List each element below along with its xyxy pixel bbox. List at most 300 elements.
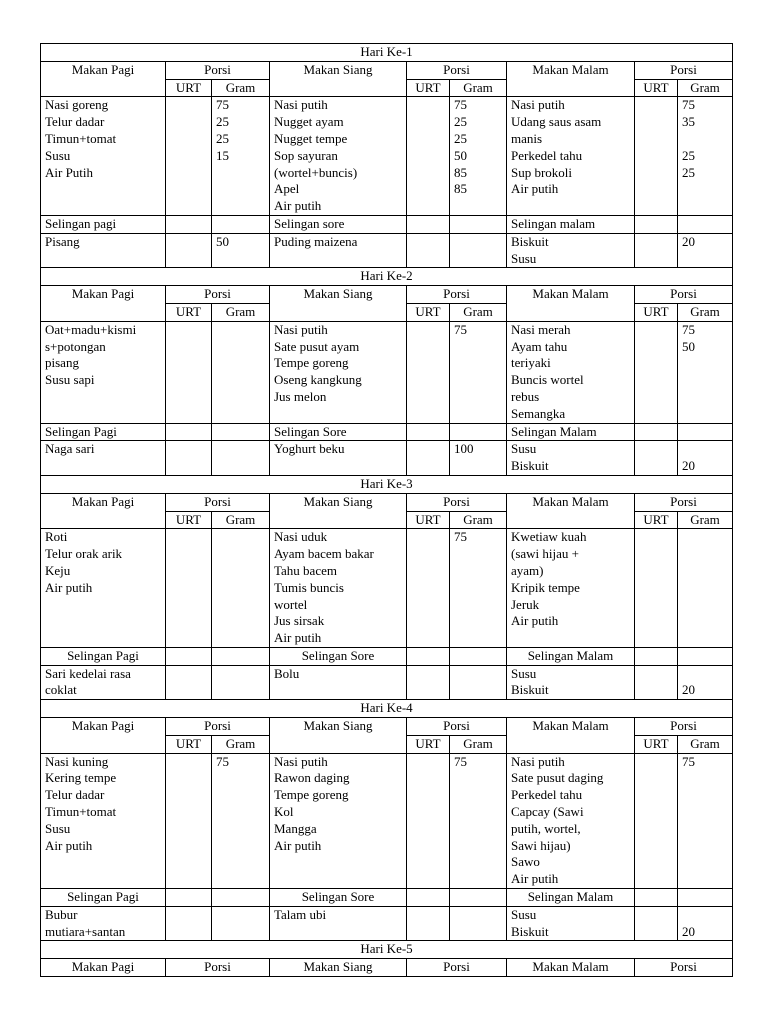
menu-malam-line: Kripik tempe xyxy=(511,579,580,595)
menu-malam-line: ayam) xyxy=(511,562,544,578)
menu-pagi-line: Oat+madu+kismi xyxy=(45,321,137,337)
snack-urt-malam xyxy=(635,441,678,476)
urt-pagi xyxy=(166,753,212,888)
snack-malam-line: Susu xyxy=(511,906,537,922)
header-urt-text: URT xyxy=(175,735,202,751)
snack-header-gram-sore xyxy=(450,215,507,233)
header-makan-malam-text: Makan Malam xyxy=(532,493,609,509)
snack-header-urt-malam xyxy=(635,647,678,665)
header-porsi-text: Porsi xyxy=(670,493,697,509)
header-urt-text: URT xyxy=(643,735,669,751)
header-urt xyxy=(166,511,212,529)
day-title-row xyxy=(41,941,733,959)
header-makan-malam xyxy=(507,959,635,977)
snack-header-malam-text: Selingan malam xyxy=(511,215,596,231)
menu-malam-line: Air putih xyxy=(511,181,559,197)
menu-pagi-line: Susu sapi xyxy=(45,372,95,388)
header-gram-text: Gram xyxy=(225,79,256,95)
menu-siang-line: Tempe goreng xyxy=(274,355,349,371)
header-makan-malam xyxy=(507,286,635,322)
header-porsi-text: Porsi xyxy=(204,718,231,734)
snack-malam-line: Biskuit xyxy=(511,233,549,249)
snack-header-row xyxy=(41,423,733,441)
snack-urt-malam xyxy=(635,906,678,941)
menu-pagi-line: Air putih xyxy=(45,579,93,595)
menu-siang-line: Sop sayuran xyxy=(274,147,338,163)
header-makan-siang xyxy=(270,718,407,754)
menu-pagi xyxy=(41,97,166,216)
header-porsi-text: Porsi xyxy=(670,61,697,77)
snack-header-urt-pagi xyxy=(166,215,212,233)
gram-siang-line: 75 xyxy=(454,529,467,545)
meal-header-row xyxy=(41,959,733,977)
menu-pagi xyxy=(41,753,166,888)
snack-header-pagi xyxy=(41,215,166,233)
gram-siang-line: 85 xyxy=(454,164,467,180)
menu-siang-line: Nugget ayam xyxy=(274,114,344,130)
snack-header-gram-malam xyxy=(678,215,733,233)
snack-header-sore-text: Selingan Sore xyxy=(274,423,347,439)
header-urt xyxy=(635,303,678,321)
header-makan-pagi-text: Makan Pagi xyxy=(71,286,135,302)
snack-urt-malam xyxy=(635,233,678,268)
header-urt xyxy=(407,511,450,529)
gram-malam-line: 50 xyxy=(682,338,695,354)
gram-pagi-line: 75 xyxy=(216,97,229,113)
menu-siang-line: Nugget tempe xyxy=(274,130,348,146)
snack-header-gram-malam xyxy=(678,647,733,665)
header-makan-malam-text: Makan Malam xyxy=(532,718,609,734)
header-gram-text: Gram xyxy=(690,79,720,95)
snack-pagi xyxy=(41,906,166,941)
gram-pagi xyxy=(212,753,270,888)
header-gram xyxy=(212,735,270,753)
menu-pagi-line: Air putih xyxy=(45,837,93,853)
snack-malam xyxy=(507,233,635,268)
header-porsi-text: Porsi xyxy=(670,959,697,975)
main-meals-row xyxy=(41,753,733,888)
urt-siang xyxy=(407,97,450,216)
header-gram-text: Gram xyxy=(225,303,256,319)
snack-gram-pagi xyxy=(212,441,270,476)
day-title-text: Hari Ke-3 xyxy=(360,475,413,491)
menu-siang-line: Nasi uduk xyxy=(274,529,328,545)
gram-siang xyxy=(450,753,507,888)
gram-pagi-line: 15 xyxy=(216,147,229,163)
header-makan-malam-text: Makan Malam xyxy=(532,959,609,975)
menu-malam-line: (sawi hijau + xyxy=(511,546,579,562)
header-gram-text: Gram xyxy=(463,79,493,95)
snack-header-sore xyxy=(270,889,407,907)
gram-malam-line: 75 xyxy=(682,753,695,769)
snack-gram-malam-line: 20 xyxy=(682,682,695,698)
menu-siang xyxy=(270,529,407,648)
header-makan-siang-text: Makan Siang xyxy=(303,61,373,77)
header-makan-malam xyxy=(507,61,635,97)
snack-urt-sore xyxy=(407,233,450,268)
snack-sore xyxy=(270,906,407,941)
snack-pagi xyxy=(41,233,166,268)
snack-header-pagi xyxy=(41,423,166,441)
header-porsi-text: Porsi xyxy=(670,286,697,302)
header-urt xyxy=(166,303,212,321)
header-gram-text: Gram xyxy=(690,511,720,527)
menu-malam-line: Capcay (Sawi xyxy=(511,804,584,820)
header-porsi-text: Porsi xyxy=(204,61,231,77)
header-makan-pagi xyxy=(41,286,166,322)
menu-siang-line: Jus melon xyxy=(274,388,327,404)
header-gram xyxy=(212,303,270,321)
snack-gram-sore-line: 100 xyxy=(454,441,474,457)
snack-malam xyxy=(507,665,635,700)
snack-header-malam xyxy=(507,889,635,907)
header-makan-malam xyxy=(507,718,635,754)
menu-siang-line: Air putih xyxy=(274,198,322,214)
menu-siang-line: Sate pusut ayam xyxy=(274,338,360,354)
snack-sore-line: Talam ubi xyxy=(274,906,327,922)
header-porsi xyxy=(407,718,507,736)
snack-header-row xyxy=(41,647,733,665)
snack-gram-sore xyxy=(450,233,507,268)
snack-malam-line: Susu xyxy=(511,441,537,457)
menu-siang-line: Nasi putih xyxy=(274,753,328,769)
menu-pagi-line: pisang xyxy=(45,355,79,371)
snack-header-pagi-text: Selingan Pagi xyxy=(67,647,139,663)
header-gram xyxy=(450,303,507,321)
snack-pagi-line: Pisang xyxy=(45,233,80,249)
menu-malam xyxy=(507,97,635,216)
menu-siang-line: Tahu bacem xyxy=(274,562,337,578)
menu-pagi xyxy=(41,321,166,423)
header-makan-siang-text: Makan Siang xyxy=(303,718,373,734)
gram-malam-line: 75 xyxy=(682,97,695,113)
gram-malam-line: 25 xyxy=(682,147,695,163)
snack-malam-line: Biskuit xyxy=(511,923,549,939)
header-porsi-text: Porsi xyxy=(443,959,470,975)
snack-header-malam-text: Selingan Malam xyxy=(527,647,614,663)
urt-pagi xyxy=(166,529,212,648)
header-urt xyxy=(407,303,450,321)
menu-malam-line: manis xyxy=(511,130,543,146)
gram-malam xyxy=(678,321,733,423)
header-makan-siang-text: Makan Siang xyxy=(303,493,373,509)
snack-header-gram-malam xyxy=(678,423,733,441)
urt-pagi xyxy=(166,321,212,423)
snack-header-sore-text: Selingan sore xyxy=(274,215,345,231)
menu-malam-line: Ayam tahu xyxy=(511,338,568,354)
snack-header-gram-sore xyxy=(450,423,507,441)
header-porsi xyxy=(407,493,507,511)
menu-malam-line: Air putih xyxy=(511,613,559,629)
header-makan-malam xyxy=(507,493,635,529)
gram-malam xyxy=(678,753,733,888)
header-urt-text: URT xyxy=(643,303,669,319)
day-title xyxy=(41,268,733,286)
header-gram xyxy=(450,511,507,529)
menu-malam-line: Sawo xyxy=(511,854,540,870)
snack-header-malam-text: Selingan Malam xyxy=(511,423,597,439)
gram-malam-line xyxy=(682,131,728,148)
snack-urt-sore xyxy=(407,665,450,700)
urt-malam xyxy=(635,753,678,888)
menu-pagi-line: Telur dadar xyxy=(45,114,105,130)
menu-siang-line: wortel xyxy=(274,596,308,612)
menu-pagi-line: Kering tempe xyxy=(45,770,117,786)
snack-pagi-line: coklat xyxy=(45,682,77,698)
header-urt-text: URT xyxy=(175,303,202,319)
menu-pagi-line: Susu xyxy=(45,147,71,163)
snack-header-urt-sore xyxy=(407,889,450,907)
header-urt xyxy=(407,735,450,753)
header-urt xyxy=(635,735,678,753)
snack-malam xyxy=(507,906,635,941)
main-meals-row xyxy=(41,529,733,648)
gram-siang-line: 25 xyxy=(454,130,467,146)
snack-urt-sore xyxy=(407,906,450,941)
header-urt-text: URT xyxy=(415,79,441,95)
menu-pagi xyxy=(41,529,166,648)
snack-header-row xyxy=(41,889,733,907)
snack-gram-pagi xyxy=(212,906,270,941)
menu-malam-line: rebus xyxy=(511,388,540,404)
header-gram xyxy=(678,79,733,97)
snack-sore-line: Bolu xyxy=(274,665,300,681)
meal-header-row xyxy=(41,286,733,304)
day-title-row xyxy=(41,268,733,286)
header-porsi-text: Porsi xyxy=(443,61,470,77)
menu-siang-line: Mangga xyxy=(274,820,317,836)
header-porsi xyxy=(407,61,507,79)
menu-siang-line: Ayam bacem bakar xyxy=(274,546,374,562)
header-makan-siang xyxy=(270,61,407,97)
snack-malam-line: Biskuit xyxy=(511,458,549,474)
snack-pagi xyxy=(41,441,166,476)
snack-gram-malam xyxy=(678,233,733,268)
header-gram-text: Gram xyxy=(690,735,720,751)
snack-urt-sore xyxy=(407,441,450,476)
menu-malam-line: Nasi putih xyxy=(511,97,565,113)
snack-header-gram-sore xyxy=(450,889,507,907)
main-meals-row xyxy=(41,321,733,423)
header-porsi xyxy=(635,286,733,304)
header-urt xyxy=(635,79,678,97)
snack-gram-pagi-line: 50 xyxy=(216,233,229,249)
header-makan-pagi-text: Makan Pagi xyxy=(71,718,135,734)
header-makan-pagi xyxy=(41,61,166,97)
header-porsi xyxy=(166,493,270,511)
header-porsi xyxy=(166,286,270,304)
gram-pagi-line: 25 xyxy=(216,130,229,146)
snack-header-sore xyxy=(270,215,407,233)
snack-pagi-line: Bubur xyxy=(45,906,78,922)
menu-malam-line: Perkedel tahu xyxy=(511,787,583,803)
header-urt xyxy=(635,511,678,529)
snack-gram-pagi xyxy=(212,233,270,268)
snack-gram-malam-line xyxy=(682,666,728,683)
menu-malam-line: Sawi hijau) xyxy=(511,837,571,853)
menu-malam xyxy=(507,321,635,423)
snack-header-pagi xyxy=(41,889,166,907)
header-gram-text: Gram xyxy=(690,303,720,319)
header-gram xyxy=(212,511,270,529)
menu-siang xyxy=(270,97,407,216)
urt-malam xyxy=(635,97,678,216)
snack-header-pagi-text: Selingan pagi xyxy=(45,215,117,231)
header-porsi-text: Porsi xyxy=(204,493,231,509)
day-title xyxy=(41,941,733,959)
header-urt-text: URT xyxy=(643,79,669,95)
snack-header-gram-pagi xyxy=(212,889,270,907)
header-porsi-text: Porsi xyxy=(443,286,470,302)
menu-pagi-line: Telur dadar xyxy=(45,787,105,803)
menu-malam-line: Perkedel tahu xyxy=(511,147,583,163)
day-title xyxy=(41,44,733,62)
header-gram-text: Gram xyxy=(225,511,256,527)
menu-pagi-line: Susu xyxy=(45,820,71,836)
snack-header-urt-sore xyxy=(407,647,450,665)
menu-pagi-line: Timun+tomat xyxy=(45,804,117,820)
snack-gram-sore xyxy=(450,441,507,476)
snack-sore xyxy=(270,665,407,700)
snack-urt-malam xyxy=(635,665,678,700)
gram-siang-line: 25 xyxy=(454,114,467,130)
urt-siang xyxy=(407,529,450,648)
snack-sore-line: Puding maizena xyxy=(274,233,358,249)
urt-pagi xyxy=(166,97,212,216)
gram-pagi-line: 75 xyxy=(216,753,229,769)
header-gram xyxy=(450,79,507,97)
snack-sore-line: Yoghurt beku xyxy=(274,441,345,457)
snack-header-malam-text: Selingan Malam xyxy=(527,889,614,905)
snack-gram-malam-line: 20 xyxy=(682,458,695,474)
header-porsi-text: Porsi xyxy=(204,286,231,302)
menu-siang-line: Apel xyxy=(274,181,300,197)
snack-header-row xyxy=(41,215,733,233)
header-porsi xyxy=(635,718,733,736)
gram-siang xyxy=(450,321,507,423)
gram-siang-line: 75 xyxy=(454,97,467,113)
menu-siang-line: (wortel+buncis) xyxy=(274,164,358,180)
day-title-text: Hari Ke-5 xyxy=(360,941,413,957)
header-porsi xyxy=(407,286,507,304)
header-makan-siang-text: Makan Siang xyxy=(303,959,373,975)
header-makan-siang xyxy=(270,286,407,322)
urt-siang xyxy=(407,753,450,888)
header-urt-text: URT xyxy=(175,79,202,95)
menu-siang-line: Oseng kangkung xyxy=(274,372,362,388)
header-gram xyxy=(678,303,733,321)
menu-malam-line: Nasi merah xyxy=(511,321,571,337)
menu-malam-line: Kwetiaw kuah xyxy=(511,529,587,545)
header-porsi-text: Porsi xyxy=(204,959,231,975)
menu-pagi-line: Roti xyxy=(45,529,68,545)
snack-header-malam xyxy=(507,423,635,441)
menu-malam-line: Buncis wortel xyxy=(511,372,584,388)
menu-malam-line: Air putih xyxy=(511,871,559,887)
snack-header-gram-malam xyxy=(678,889,733,907)
menu-siang-line: Kol xyxy=(274,804,294,820)
snack-row xyxy=(41,906,733,941)
menu-malam-line: Sate pusut daging xyxy=(511,770,604,786)
snack-header-malam xyxy=(507,215,635,233)
gram-siang-line: 75 xyxy=(454,753,467,769)
header-porsi xyxy=(407,959,507,977)
menu-siang xyxy=(270,753,407,888)
snack-header-gram-pagi xyxy=(212,215,270,233)
menu-siang-line: Air putih xyxy=(274,630,322,646)
snack-urt-pagi xyxy=(166,665,212,700)
urt-malam xyxy=(635,529,678,648)
header-gram-text: Gram xyxy=(225,735,256,751)
snack-header-malam xyxy=(507,647,635,665)
meal-header-row xyxy=(41,493,733,511)
meal-header-row xyxy=(41,718,733,736)
day-title-row xyxy=(41,700,733,718)
urt-siang xyxy=(407,321,450,423)
snack-gram-malam-line xyxy=(682,441,728,458)
menu-malam xyxy=(507,529,635,648)
header-urt-text: URT xyxy=(415,303,441,319)
snack-malam-line: Susu xyxy=(511,250,537,266)
header-makan-siang xyxy=(270,959,407,977)
gram-malam xyxy=(678,529,733,648)
snack-header-urt-malam xyxy=(635,423,678,441)
header-makan-pagi xyxy=(41,959,166,977)
snack-urt-pagi xyxy=(166,906,212,941)
header-gram-text: Gram xyxy=(463,511,493,527)
snack-header-urt-pagi xyxy=(166,647,212,665)
gram-malam-line: 75 xyxy=(682,321,695,337)
gram-malam xyxy=(678,97,733,216)
gram-pagi xyxy=(212,97,270,216)
snack-header-sore xyxy=(270,423,407,441)
snack-malam xyxy=(507,441,635,476)
header-makan-malam-text: Makan Malam xyxy=(532,286,609,302)
snack-header-urt-malam xyxy=(635,215,678,233)
menu-siang-line: Tumis buncis xyxy=(274,579,344,595)
menu-pagi-line: Nasi kuning xyxy=(45,753,109,769)
header-urt xyxy=(407,79,450,97)
header-urt-text: URT xyxy=(175,511,202,527)
header-makan-pagi xyxy=(41,718,166,754)
header-makan-siang xyxy=(270,493,407,529)
snack-gram-malam-line: 20 xyxy=(682,233,695,249)
header-makan-pagi-text: Makan Pagi xyxy=(71,959,135,975)
gram-siang-line: 85 xyxy=(454,181,467,197)
header-porsi-text: Porsi xyxy=(670,718,697,734)
gram-siang xyxy=(450,97,507,216)
menu-pagi-line: Nasi goreng xyxy=(45,97,109,113)
header-urt xyxy=(166,735,212,753)
header-makan-malam-text: Makan Malam xyxy=(532,61,609,77)
snack-pagi xyxy=(41,665,166,700)
snack-pagi-line: mutiara+santan xyxy=(45,923,126,939)
snack-header-pagi-text: Selingan Pagi xyxy=(67,889,139,905)
menu-malam-line: Nasi putih xyxy=(511,753,565,769)
snack-header-urt-sore xyxy=(407,215,450,233)
menu-siang-line: Jus sirsak xyxy=(274,613,325,629)
snack-row xyxy=(41,233,733,268)
header-gram-text: Gram xyxy=(463,303,493,319)
day-title-row xyxy=(41,44,733,62)
snack-header-sore-text: Selingan Sore xyxy=(301,889,375,905)
header-porsi xyxy=(166,718,270,736)
gram-siang-line: 50 xyxy=(454,147,467,163)
header-makan-siang-text: Makan Siang xyxy=(303,286,373,302)
header-porsi-text: Porsi xyxy=(443,718,470,734)
menu-pagi-line: s+potongan xyxy=(45,338,106,354)
snack-header-pagi-text: Selingan Pagi xyxy=(45,423,117,439)
